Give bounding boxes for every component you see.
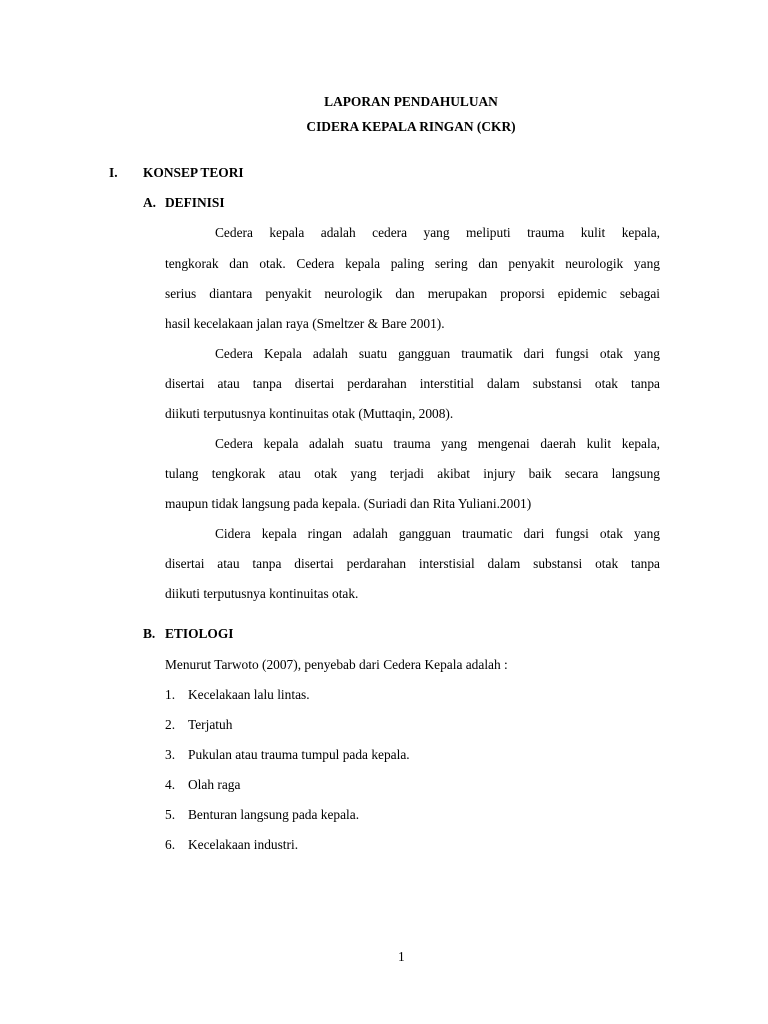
page-number: 1: [398, 949, 405, 964]
list-item-number: 3.: [165, 747, 176, 762]
list-item: Benturan langsung pada kepala.: [188, 807, 360, 822]
paragraph-line: hasil kecelakaan jalan raya (Smeltzer & Bare 2001).: [165, 316, 445, 331]
list-item-number: 2.: [165, 717, 176, 732]
subsection-letter: B.: [143, 626, 156, 641]
list-item: Olah raga: [188, 777, 241, 792]
etiology-intro: Menurut Tarwoto (2007), penyebab dari Cedera Kepala adalah :: [165, 657, 508, 672]
section-title: KONSEP TEORI: [143, 165, 244, 180]
subsection-title: DEFINISI: [165, 195, 225, 210]
list-item: Kecelakaan lalu lintas.: [188, 687, 310, 702]
paragraph-line: diikuti terputusnya kontinuitas otak.: [165, 586, 359, 601]
paragraph-line: diikuti terputusnya kontinuitas otak (Muttaqin, 2008).: [165, 406, 454, 421]
paragraph-line: tulang tengkorak atau otak yang terjadi akibat injury baik secara langsung: [165, 466, 660, 481]
list-item-number: 1.: [165, 687, 176, 702]
list-item: Terjatuh: [188, 717, 233, 732]
paragraph-line: Cedera kepala adalah suatu trauma yang mengenai daerah kulit kepala,: [215, 436, 660, 451]
section-number: I.: [109, 165, 118, 180]
list-item: Kecelakaan industri.: [188, 837, 299, 852]
paragraph-line: Cidera kepala ringan adalah gangguan traumatic dari fungsi otak yang: [215, 526, 660, 541]
paragraph-line: serius diantara penyakit neurologik dan merupakan proporsi epidemic sebagai: [165, 286, 660, 301]
subsection-letter: A.: [143, 195, 157, 210]
list-item-number: 5.: [165, 807, 176, 822]
list-item: Pukulan atau trauma tumpul pada kepala.: [188, 747, 410, 762]
document-title: LAPORAN PENDAHULUAN: [324, 94, 498, 109]
subsection-title: ETIOLOGI: [165, 626, 234, 641]
paragraph-line: maupun tidak langsung pada kepala. (Suriadi dan Rita Yuliani.2001): [165, 496, 532, 511]
paragraph-line: disertai atau tanpa disertai perdarahan interstisial dalam substansi otak tanpa: [165, 556, 660, 571]
list-item-number: 6.: [165, 837, 176, 852]
paragraph-line: disertai atau tanpa disertai perdarahan interstitial dalam substansi otak tanpa: [165, 376, 660, 391]
paragraph-line: tengkorak dan otak. Cedera kepala paling sering dan penyakit neurologik yang: [165, 256, 660, 271]
document-subtitle: CIDERA KEPALA RINGAN (CKR): [306, 119, 516, 134]
list-item-number: 4.: [165, 777, 176, 792]
paragraph-line: Cedera kepala adalah cedera yang meliputi trauma kulit kepala,: [215, 225, 660, 240]
paragraph-line: Cedera Kepala adalah suatu gangguan traumatik dari fungsi otak yang: [215, 346, 660, 361]
